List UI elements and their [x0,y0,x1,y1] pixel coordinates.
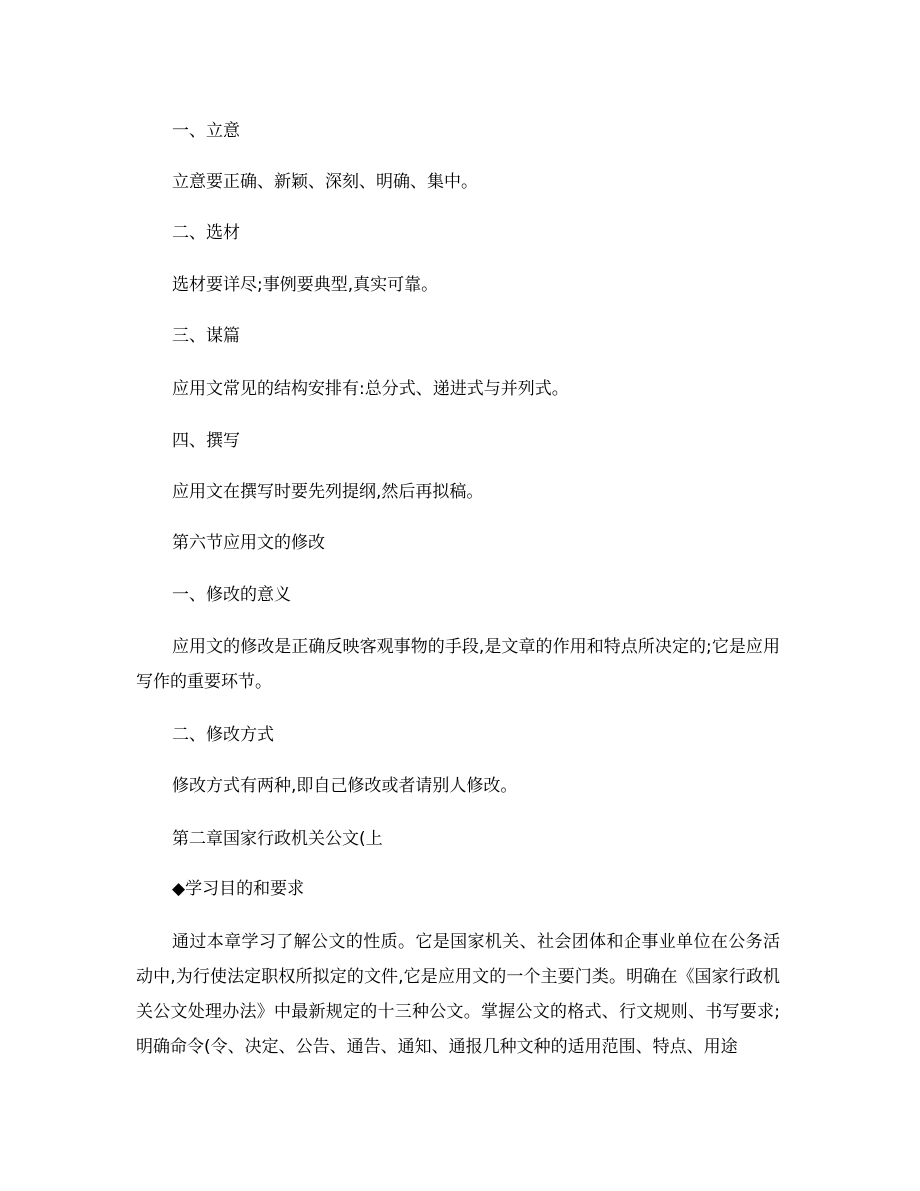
heading-structure: 三、谋篇 [172,326,240,346]
text-structure: 应用文常见的结构安排有:总分式、递进式与并列式。 [172,379,569,399]
text-material: 选材要详尽;事例要典型,真实可靠。 [172,275,439,295]
section-title-revision: 第六节应用文的修改 [172,533,325,553]
text-writing: 应用文在撰写时要先列提纲,然后再拟稿。 [172,482,484,502]
paragraph-learning-goals: 通过本章学习了解公文的性质。它是国家机关、社会团体和企事业单位在公务活动中,为行使法定职权所拟定的文件,它是应用文的一个主要门类。明确在《国家行政机关公文处理办法》中最新规定的十三种公文。掌握公文的格式、行文规则、书写要求;明确命令(令、决定、公告、通告、通知、通报几种文种的适用范围、特点、用途 [136,932,780,1057]
chapter-title: 第二章国家行政机关公文(上 [172,829,383,849]
heading-learning-goals: ◆学习目的和要求 [172,879,305,899]
heading-writing: 四、撰写 [172,431,240,451]
heading-conception: 一、立意 [172,121,240,141]
heading-material: 二、选材 [172,223,240,243]
heading-revision-methods: 二、修改方式 [172,725,274,745]
paragraph-revision-meaning: 应用文的修改是正确反映客观事物的手段,是文章的作用和特点所决定的;它是应用写作的重要环节。 [136,637,780,692]
heading-revision-meaning: 一、修改的意义 [172,585,291,605]
text-conception: 立意要正确、新颖、深刻、明确、集中。 [172,172,478,192]
text-revision-methods: 修改方式有两种,即自己修改或者请别人修改。 [172,776,518,796]
